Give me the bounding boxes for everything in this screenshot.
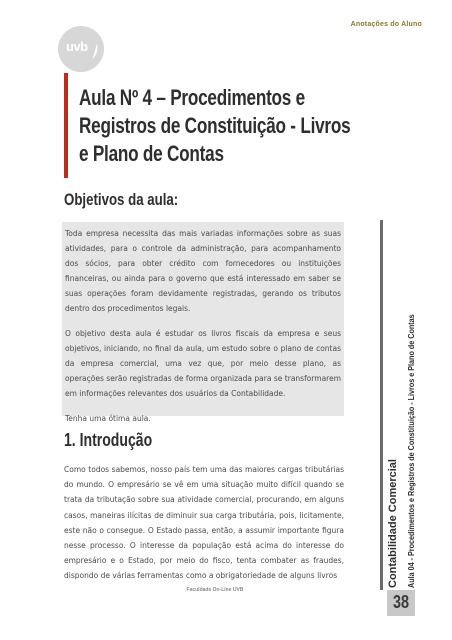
intro-body-text: Como todos sabemos, nosso país tem uma das maiores cargas tributárias do mundo. O empresário se vê em uma situação muito difícil quando se trata da tributação sobre sua atividade comercial, procurando, em alguns casos, maneiras ilícitas de diminuir sua carga tributária, pois, licitamente, este não o consegue. O Estado passa, então, a assumir importante figura nesse processo. O interesse da população está acima do interesse do empresário e o Estado, por meio do fisco, tenta combater as fraudes, dispondo de várias ferramentas como a obrigatoriedade de alguns livros <box>64 465 344 581</box>
page-number: 38 <box>392 592 410 612</box>
objectives-paragraph: Tenha uma ótima aula. <box>65 414 151 423</box>
course-name: Contabilidade Comercial <box>387 459 399 588</box>
lesson-title-line: Registros de Constituição - Livros <box>79 113 351 138</box>
lesson-title-line: e Plano de Contas <box>79 141 224 166</box>
uvb-logo <box>58 26 104 72</box>
lesson-title <box>79 84 351 168</box>
logo-text: uvb <box>66 39 88 54</box>
objectives-paragraph: O objetivo desta aula é estudar os livros fiscais da empresa e seus objetivos, iniciando, no final da aula, um estudo sobre o plano de contas da empresa comercial, uma vez que, por meio desse plano, as operações serão registradas de forma organizada para se transformarem em informações relevantes dos usuários da Contabilidade. <box>65 329 341 398</box>
lesson-title-line: Aula Nº 4 – Procedimentos e <box>79 85 305 110</box>
lesson-running-title <box>407 314 416 588</box>
objectives-box <box>62 222 344 423</box>
objectives-heading: Objetivos da aula: <box>64 190 179 209</box>
sidebar-divider <box>380 220 383 590</box>
title-accent-bar <box>64 73 68 178</box>
student-notes-label: Anotações do Aluno <box>350 21 422 28</box>
objectives-paragraph: Toda empresa necessita das mais variadas informações sobre as suas atividades, para o controle da administração, para acompanhamento dos sócios, para obter crédito com fornecedores ou instituições financeiras, ou ainda para o governo que está interessado em saber se suas operações foram devidamente registradas, gerando os tributos dentro dos procedimentos legais. <box>65 229 341 313</box>
footer-institution: Faculdade On-Line UVB <box>186 587 244 593</box>
intro-heading: 1. Introdução <box>64 430 153 450</box>
logo-swoosh-icon <box>89 43 98 58</box>
lesson-running-title-text: Aula 04 - Procedimentos e Registros de Constituição - Livros e Plano de Contas <box>407 314 416 588</box>
page-number-box <box>387 590 415 616</box>
